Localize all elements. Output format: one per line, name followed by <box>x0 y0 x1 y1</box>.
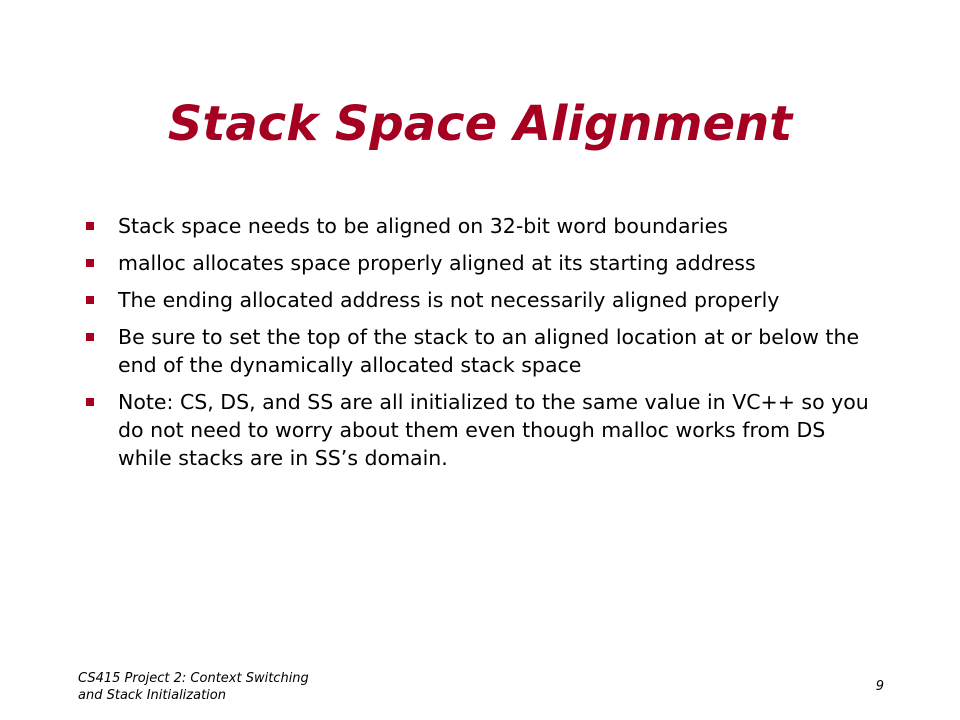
bullet-item <box>78 286 878 314</box>
square-bullet-icon <box>86 296 94 304</box>
bullet-text: Note: CS, DS, and SS are all initialized to the same value in VC++ so you do not need to worry about them even though malloc works from DS while stacks are in SS’s domain. <box>118 390 869 470</box>
bullet-item <box>78 388 878 472</box>
bullet-item <box>78 249 878 277</box>
bullet-list <box>78 212 878 481</box>
footer-course-title <box>78 670 378 704</box>
page-number: 9 <box>875 679 884 694</box>
bullet-item <box>78 323 878 379</box>
bullet-text: The ending allocated address is not necessarily aligned properly <box>118 288 780 312</box>
bullet-text: Stack space needs to be aligned on 32-bit word boundaries <box>118 214 728 238</box>
slide-title: Stack Space Alignment <box>167 96 793 152</box>
square-bullet-icon <box>86 398 94 406</box>
footer-line-2: and Stack Initialization <box>78 688 226 703</box>
bullet-text: Be sure to set the top of the stack to an aligned location at or below the end of the dynamically allocated stack space <box>118 325 860 377</box>
bullet-text: malloc allocates space properly aligned at its starting address <box>118 251 756 275</box>
square-bullet-icon <box>86 259 94 267</box>
square-bullet-icon <box>86 222 94 230</box>
footer-line-1: CS415 Project 2: Context Switching <box>78 671 309 686</box>
square-bullet-icon <box>86 333 94 341</box>
bullet-item <box>78 212 878 240</box>
